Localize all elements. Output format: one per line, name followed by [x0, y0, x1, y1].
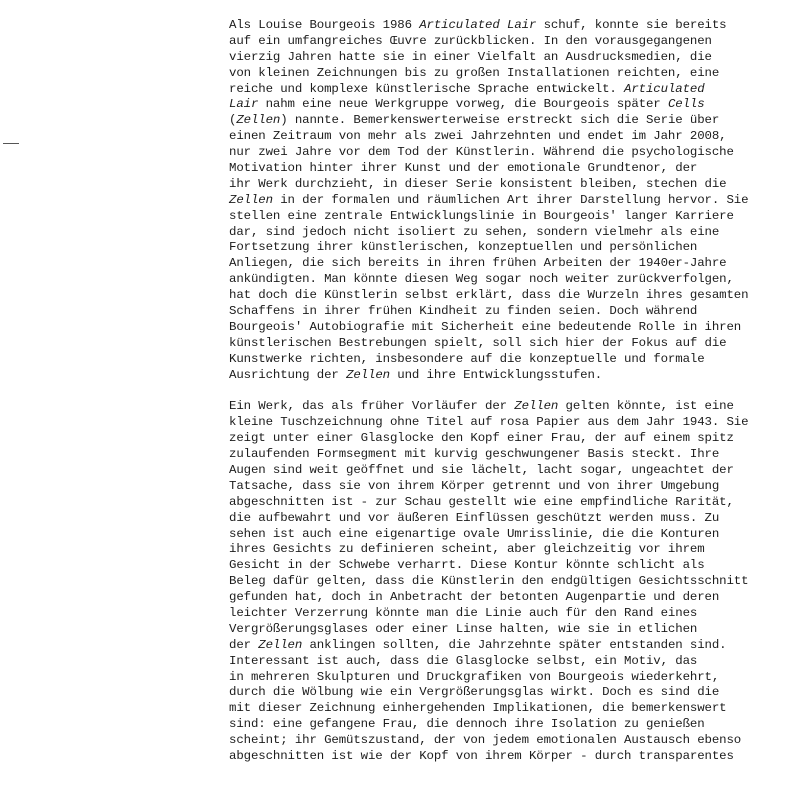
text-line: [229, 50, 789, 66]
text-segment: abgeschnitten ist - zur Schau gestellt wie eine empfindliche Rarität,: [229, 494, 734, 509]
text-segment: gefunden hat, doch in Anbetracht der betonten Augenpartie und deren: [229, 590, 720, 605]
text-segment: mit dieser Zeichnung einhergehenden Implikationen, die bemerkenswert: [229, 701, 727, 716]
text-line: [229, 511, 789, 527]
text-segment: abgeschnitten ist wie der Kopf von ihrem Körper - durch transparentes: [229, 748, 734, 763]
paragraph: [229, 18, 789, 383]
italic-title: Cells: [667, 97, 705, 112]
text-line: [229, 66, 789, 82]
italic-title: Articulated Lair: [419, 18, 537, 32]
text-line: [229, 256, 789, 272]
text-segment: einen Zeitraum von mehr als zwei Jahrzehnten und endet im Jahr 2008,: [229, 129, 727, 144]
text-segment: hat doch die Künstlerin selbst erklärt, dass die Wurzeln ihres gesamten: [229, 288, 749, 303]
text-line: [229, 288, 789, 304]
text-segment: stellen eine zentrale Entwicklungslinie in Bourgeois' langer Karriere: [229, 208, 734, 223]
text-segment: ihr Werk durchzieht, in dieser Serie konsistent bleiben, stechen die: [229, 176, 727, 191]
text-line: [229, 670, 789, 686]
text-line: [229, 749, 789, 765]
text-segment: sehen ist auch eine eigenartige ovale Umrisslinie, die die Konturen: [229, 526, 720, 541]
text-line: [229, 209, 789, 225]
text-segment: zulaufenden Formsegment mit kurvig geschwungener Basis steckt. Ihre: [229, 447, 720, 462]
text-segment: ) nannte. Bemerkenswerterweise erstreckt sich die Serie über: [280, 113, 720, 128]
text-line: [229, 97, 789, 113]
text-segment: Schaffens in ihrer frühen Kindheit zu finden seien. Doch während: [229, 304, 698, 319]
text-line: [229, 336, 789, 352]
text-line: [229, 685, 789, 701]
text-segment: die aufbewahrt und vor äußeren Einflüssen geschützt werden muss. Zu: [229, 510, 720, 525]
text-segment: Ausrichtung der: [229, 367, 347, 382]
text-line: [229, 479, 789, 495]
text-line: [229, 638, 789, 654]
text-segment: gelten könnte, ist eine: [558, 399, 734, 414]
text-line: [229, 368, 789, 384]
text-line: [229, 34, 789, 50]
text-line: [229, 82, 789, 98]
text-segment: in der formalen und räumlichen Art ihrer Darstellung hervor. Sie: [272, 192, 749, 207]
text-line: [229, 193, 789, 209]
text-line: [229, 574, 789, 590]
text-line: [229, 463, 789, 479]
text-line: [229, 622, 789, 638]
text-segment: Anliegen, die sich bereits in ihren frühen Arbeiten der 1940er-Jahre: [229, 256, 727, 271]
text-segment: ankündigten. Man könnte diesen Weg sogar noch weiter zurückverfolgen,: [229, 272, 734, 287]
text-segment: Motivation hinter ihrer Kunst und der emotionale Grundtenor, der: [229, 161, 698, 176]
text-line: [229, 225, 789, 241]
text-segment: (: [229, 113, 237, 128]
text-segment: nur zwei Jahre vor dem Tod der Künstlerin. Während die psychologische: [229, 145, 734, 160]
text-segment: Ein Werk, das als früher Vorläufer der: [229, 399, 515, 414]
text-segment: leichter Verzerrung könnte man die Linie auch für den Rand eines: [229, 605, 698, 620]
text-segment: der: [229, 637, 259, 652]
text-segment: Interessant ist auch, dass die Glasglocke selbst, ein Motiv, das: [229, 653, 698, 668]
text-line: [229, 161, 789, 177]
text-line: [229, 320, 789, 336]
text-line: [229, 18, 789, 34]
text-line: [229, 272, 789, 288]
text-segment: Gesicht in der Schwebe verharrt. Diese Kontur könnte schlicht als: [229, 558, 705, 573]
text-segment: Fortsetzung ihrer künstlerischen, konzeptuellen und persönlichen: [229, 240, 698, 255]
text-segment: dar, sind jedoch nicht isoliert zu sehen, sondern vielmehr als eine: [229, 224, 720, 239]
text-segment: anklingen sollten, die Jahrzehnte später entstanden sind.: [302, 637, 727, 652]
text-segment: Tatsache, dass sie von ihrem Körper getrennt und von ihrer Umgebung: [229, 478, 720, 493]
text-line: [229, 717, 789, 733]
text-segment: Vergrößerungsglases oder einer Linse halten, wie sie in etlichen: [229, 621, 698, 636]
text-segment: von kleinen Zeichnungen bis zu großen Installationen reichten, eine: [229, 65, 720, 80]
text-line: [229, 701, 789, 717]
text-segment: zeigt unter einer Glasglocke den Kopf einer Frau, der auf einem spitz: [229, 431, 734, 446]
text-segment: scheint; ihr Gemütszustand, der von jedem emotionalen Austausch ebenso: [229, 733, 742, 748]
text-line: [229, 447, 789, 463]
body-text: [229, 18, 789, 765]
text-line: [229, 145, 789, 161]
text-line: [229, 431, 789, 447]
text-line: [229, 129, 789, 145]
text-segment: vierzig Jahren hatte sie in einer Vielfalt an Ausdrucksmedien, die: [229, 49, 712, 64]
italic-title: Zellen: [346, 367, 390, 382]
text-segment: auf ein umfangreiches Œuvre zurückblicken. In den vorausgegangenen: [229, 33, 712, 48]
text-line: [229, 495, 789, 511]
italic-title: Lair: [229, 97, 259, 112]
text-line: [229, 177, 789, 193]
text-line: [229, 240, 789, 256]
text-line: [229, 606, 789, 622]
text-segment: künstlerischen Bestrebungen spielt, soll sich hier der Fokus auf die: [229, 335, 727, 350]
text-line: [229, 113, 789, 129]
text-segment: Beleg dafür gelten, dass die Künstlerin den endgültigen Gesichtsschnitt: [229, 574, 749, 589]
text-line: [229, 415, 789, 431]
text-line: [229, 558, 789, 574]
text-line: [229, 654, 789, 670]
text-segment: nahm eine neue Werkgruppe vorweg, die Bourgeois später: [258, 97, 668, 112]
text-segment: in mehreren Skulpturen und Druckgrafiken von Bourgeois wiederkehrt,: [229, 669, 720, 684]
text-segment: Bourgeois' Autobiografie mit Sicherheit eine bedeutende Rolle in ihren: [229, 319, 742, 334]
italic-title: Zellen: [229, 192, 273, 207]
italic-title: Zellen: [236, 113, 281, 128]
text-line: [229, 733, 789, 749]
text-line: [229, 304, 789, 320]
text-segment: schuf, konnte sie bereits: [536, 18, 727, 32]
text-segment: durch die Wölbung wie ein Vergrößerungsglas wirkt. Doch es sind die: [229, 685, 720, 700]
text-segment: und ihre Entwicklungsstufen.: [389, 367, 603, 382]
text-segment: Kunstwerke richten, insbesondere auf die konzeptuelle und formale: [229, 351, 705, 366]
text-segment: kleine Tuschzeichnung ohne Titel auf rosa Papier aus dem Jahr 1943. Sie: [229, 415, 749, 430]
text-line: [229, 527, 789, 543]
text-line: [229, 542, 789, 558]
text-segment: Als Louise Bourgeois 1986: [229, 18, 420, 32]
italic-title: Zellen: [514, 399, 559, 414]
text-segment: Augen sind weit geöffnet und sie lächelt, lacht sogar, ungeachtet der: [229, 462, 734, 477]
text-line: [229, 590, 789, 606]
italic-title: Articulated: [624, 81, 705, 96]
paragraph: [229, 399, 789, 764]
text-segment: sind: eine gefangene Frau, die dennoch ihre Isolation zu genießen: [229, 717, 705, 732]
text-segment: reiche und komplexe künstlerische Sprache entwickelt.: [229, 81, 625, 96]
margin-mark: [3, 143, 19, 144]
italic-title: Zellen: [258, 637, 303, 652]
text-segment: ihres Gesichts zu definieren scheint, aber gleichzeitig vor ihrem: [229, 542, 705, 557]
text-line: [229, 352, 789, 368]
text-line: [229, 399, 789, 415]
